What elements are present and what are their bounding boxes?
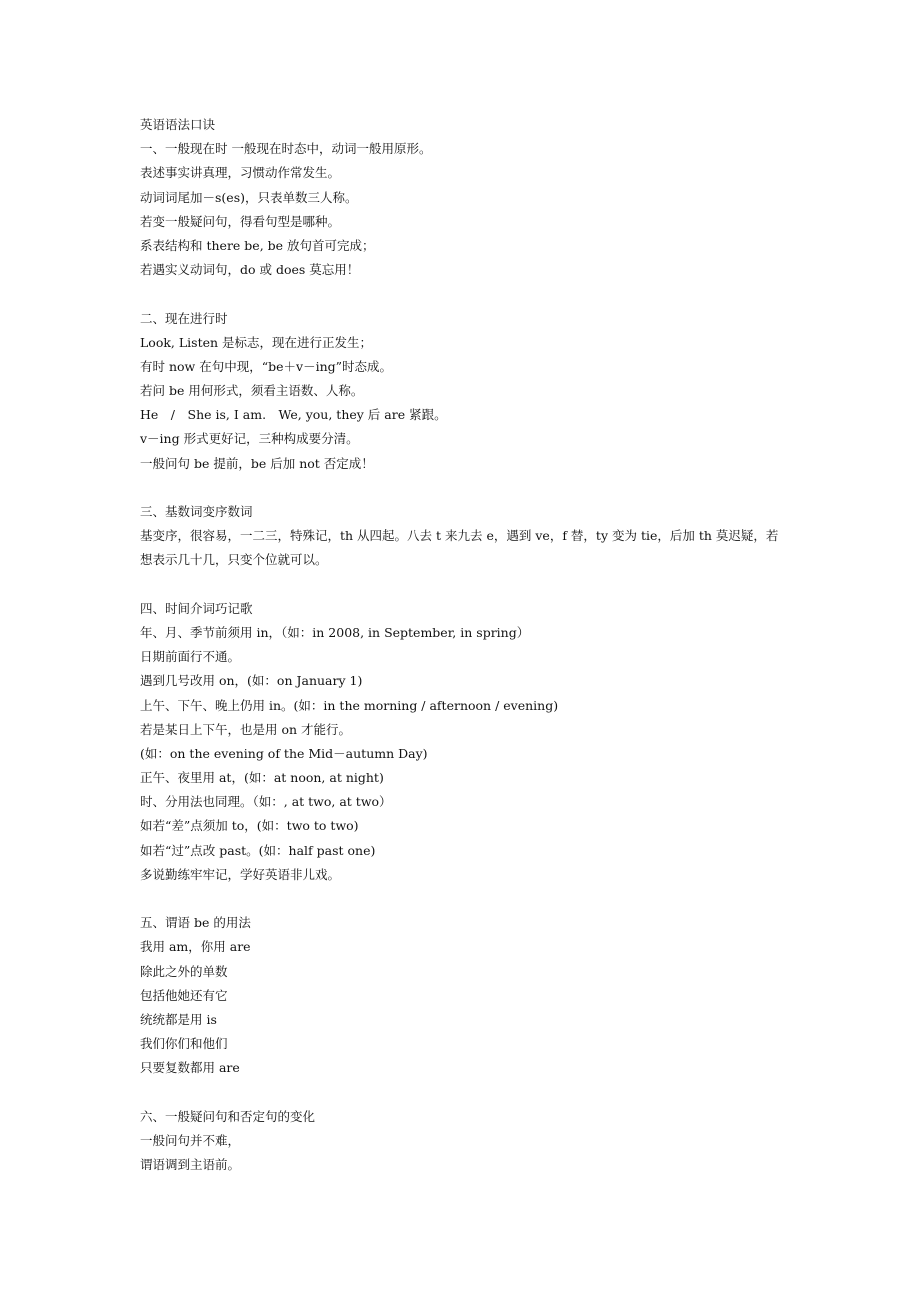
section-spacer: [140, 573, 790, 597]
section-heading: 五、谓语 be 的用法: [140, 915, 251, 931]
text-line: (如：on the evening of the Mid－autumn Day): [140, 745, 428, 761]
section-1: [140, 137, 790, 282]
text-line: 一般问句并不难，: [140, 1132, 241, 1148]
section-heading: 二、现在进行时: [140, 310, 228, 326]
text-line: 谓语调到主语前。: [140, 1157, 241, 1173]
section-3: [140, 500, 790, 573]
section-5: [140, 911, 790, 1080]
text-line: 包括他她还有它: [140, 987, 228, 1003]
section-heading: 六、一般疑问句和否定句的变化: [140, 1108, 316, 1124]
section-heading: 三、基数词变序数词: [140, 504, 253, 519]
section-heading: 四、时间介词巧记歌: [140, 600, 253, 616]
section-heading: 一、一般现在时 一般现在时态中，动词一般用原形。: [140, 141, 432, 157]
section-6: [140, 1105, 790, 1178]
text-line: 动词词尾加－s(es)，只表单数三人称。: [140, 189, 358, 205]
document-body: [140, 113, 790, 1177]
text-line: 上午、下午、晚上仍用 in。(如：in the morning / afternoon / evening): [140, 697, 559, 713]
text-line: 除此之外的单数: [140, 963, 228, 979]
section-spacer: [140, 476, 790, 500]
document-title: 英语语法口诀: [140, 117, 216, 132]
text-line: v－ing 形式更好记，三种构成要分清。: [140, 431, 359, 447]
text-line: 系表结构和 there be, be 放句首可完成；: [140, 237, 375, 253]
text-line: 遇到几号改用 on，(如：on January 1): [140, 673, 363, 689]
text-line: Look, Listen 是标志，现在进行正发生；: [140, 334, 373, 350]
text-line: 我们你们和他们: [140, 1036, 228, 1052]
text-line: 如若“过”点改 past。(如：half past one): [140, 842, 376, 858]
text-line: 统统都是用 is: [140, 1011, 217, 1027]
text-line: 年、月、季节前须用 in，（如：in 2008, in September, in spring）: [140, 624, 530, 640]
text-line: 一般问句 be 提前，be 后加 not 否定成！: [140, 455, 374, 471]
text-line: He / She is, I am. We, you, they 后 are 紧跟。: [140, 407, 447, 423]
text-line: 只要复数都用 are: [140, 1060, 240, 1076]
section-spacer: [140, 1081, 790, 1105]
text-line: 多说勤练牢牢记，学好英语非儿戏。: [140, 866, 341, 882]
text-line: 若问 be 用何形式，须看主语数、人称。: [140, 383, 364, 399]
text-paragraph: 基变序，很容易，一二三，特殊记，th 从四起。八去 t 来九去 e，遇到 ve，f 替，ty 变为 tie，后加 th 莫迟疑，若想表示几十几，只变个位就可以。: [140, 528, 779, 568]
text-line: 有时 now 在句中现，“be＋v－ing”时态成。: [140, 358, 393, 374]
text-line: 正午、夜里用 at，(如：at noon, at night): [140, 770, 384, 786]
section-2: [140, 307, 790, 476]
text-line: 如若“差”点须加 to，(如：two to two): [140, 818, 359, 834]
text-line: 时、分用法也同理。（如：, at two, at two）: [140, 794, 392, 810]
section-spacer: [140, 887, 790, 911]
section-4: [140, 597, 790, 887]
text-line: 表述事实讲真理，习惯动作常发生。: [140, 165, 341, 181]
text-line: 若遇实义动词句，do 或 does 莫忘用！: [140, 262, 360, 278]
text-line: 我用 am，你用 are: [140, 939, 251, 955]
text-line: 日期前面行不通。: [140, 649, 241, 665]
text-line: 若是某日上下午，也是用 on 才能行。: [140, 721, 352, 737]
section-spacer: [140, 282, 790, 306]
text-line: 若变一般疑问句，得看句型是哪种。: [140, 213, 341, 229]
